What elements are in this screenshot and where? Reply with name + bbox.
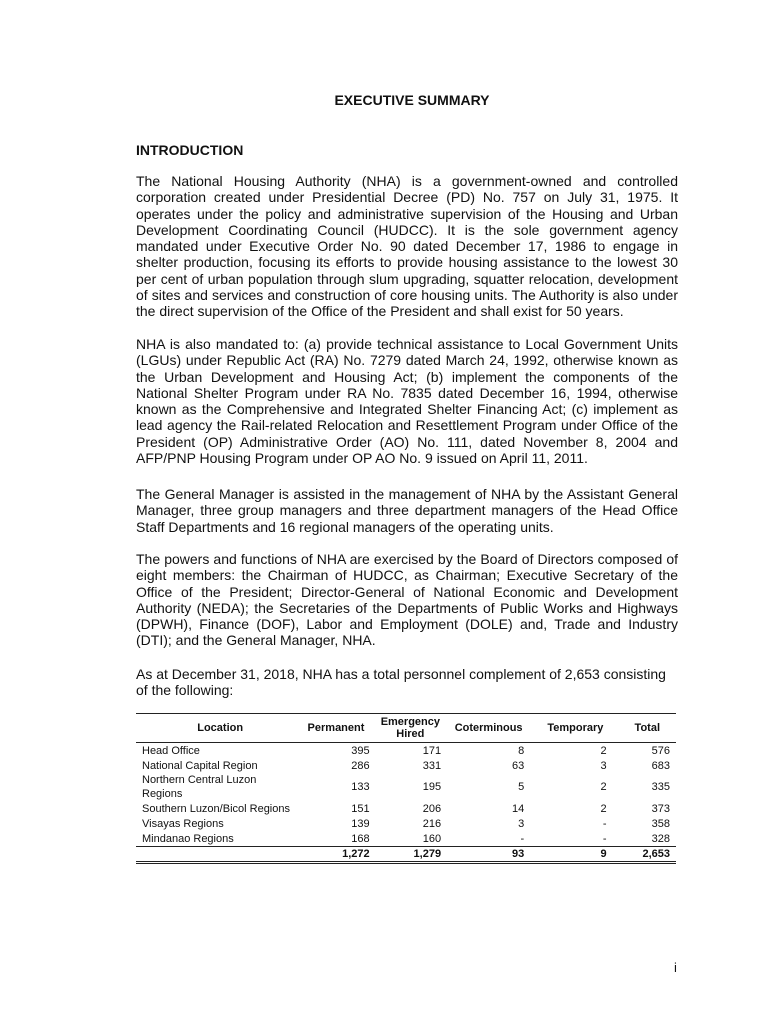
table-row — [136, 816, 676, 831]
cell-emergency-hired: 216 — [422, 817, 442, 830]
cell-total: 683 — [651, 759, 670, 772]
page-number: i — [674, 960, 677, 975]
header-permanent: Permanent — [300, 714, 377, 743]
personnel-table — [136, 713, 676, 864]
cell-coterminous: 14 — [511, 802, 525, 815]
cell-temporary: 2 — [600, 744, 607, 757]
cell-total: 576 — [651, 744, 670, 757]
cell-temporary: 3 — [600, 759, 607, 772]
section-heading: INTRODUCTION — [136, 142, 244, 158]
table-row — [136, 758, 676, 773]
table-row — [136, 773, 676, 801]
total-permanent: 1,272 — [300, 847, 377, 863]
cell-coterminous: 63 — [511, 759, 525, 772]
header-coterminous: Coterminous — [451, 714, 542, 743]
cell-location: Southern Luzon/Bicol Regions — [142, 802, 290, 815]
cell-location: Mindanao Regions — [142, 832, 234, 845]
paragraph-management: The General Manager is assisted in the management of NHA by the Assistant General Manager, three group managers and three department managers of the Head Office Staff Departments and 16 regional managers of the operating units. — [136, 486, 678, 535]
cell-location: Northern Central Luzon Regions — [142, 774, 257, 800]
cell-permanent: 151 — [351, 802, 370, 815]
cell-emergency-hired: 160 — [422, 832, 442, 845]
paragraph-nha-mandates: NHA is also mandated to: (a) provide technical assistance to Local Government Units (LGUs) under Republic Act (RA) No. 7279 dated March 24, 1992, otherwise known as the Urban Development and Housing Act; (b) implement the components of the National Shelter Program under RA No. 7835 dated December 16, 1994, otherwise known as the Comprehensive and Integrated Shelter Financing Act; (c) implement as lead agency the Rail-related Relocation and Resettlement Program under Office of the President (OP) Administrative Order (AO) No. 111, dated November 8, 2004 and AFP/PNP Housing Program under OP AO No. 9 issued on April 11, 2011. — [136, 336, 678, 467]
cell-emergency-hired: 331 — [422, 759, 442, 772]
cell-temporary: 2 — [600, 781, 607, 793]
cell-total: 373 — [651, 802, 670, 815]
cell-total: 358 — [651, 817, 670, 830]
table-row — [136, 831, 676, 847]
cell-location: Head Office — [142, 744, 200, 757]
cell-location: National Capital Region — [142, 759, 258, 772]
cell-coterminous: 3 — [518, 817, 525, 830]
header-emergency-hired: Emergency Hired — [378, 714, 451, 743]
paragraph-nha-overview: The National Housing Authority (NHA) is a government-owned and controlled corporation created under Presidential Decree (PD) No. 757 on July 31, 1975. It operates under the policy and administrative supervision of the Housing and Urban Development Coordinating Council (HUDCC). It is the sole government agency mandated under Executive Order No. 90 dated December 17, 1986 to engage in shelter production, focusing its efforts to provide housing assistance to the lowest 30 per cent of urban population through slum upgrading, squatter relocation, development of sites and services and construction of core housing units. The Authority is also under the direct supervision of the Office of the President and shall exist for 50 years. — [136, 173, 678, 320]
header-location: Location — [136, 714, 300, 743]
table-row — [136, 801, 676, 816]
cell-permanent: 139 — [351, 817, 370, 830]
cell-total: 328 — [651, 832, 670, 845]
cell-coterminous: 5 — [518, 781, 525, 793]
table-totals-row — [136, 847, 676, 863]
cell-location: Visayas Regions — [142, 817, 224, 830]
cell-coterminous: 8 — [518, 744, 525, 757]
cell-permanent: 395 — [351, 744, 370, 757]
header-total: Total — [623, 714, 676, 743]
cell-emergency-hired: 206 — [422, 802, 442, 815]
cell-permanent: 168 — [351, 832, 370, 845]
cell-temporary: - — [602, 832, 607, 845]
paragraph-personnel-complement: As at December 31, 2018, NHA has a total personnel complement of 2,653 consisting of the following: — [136, 666, 666, 699]
table-row — [136, 743, 676, 759]
cell-temporary: 2 — [600, 802, 607, 815]
paragraph-board-of-directors: The powers and functions of NHA are exercised by the Board of Directors composed of eight members: the Chairman of HUDCC, as Chairman; Executive Secretary of the Office of the President; Director-General of National Economic and Development Authority (NEDA); the Secretaries of the Departments of Public Works and Highways (DPWH), Finance (DOF), Labor and Employment (DOLE) and, Trade and Industry (DTI); and the General Manager, NHA. — [136, 551, 678, 649]
total-grand: 2,653 — [623, 847, 676, 863]
table-header-row — [136, 714, 676, 743]
page-title: EXECUTIVE SUMMARY — [334, 92, 490, 108]
cell-permanent: 286 — [351, 759, 370, 772]
cell-total: 335 — [651, 781, 670, 793]
total-coterminous: 93 — [451, 847, 542, 863]
total-temporary: 9 — [542, 847, 622, 863]
total-emergency-hired: 1,279 — [378, 847, 451, 863]
header-temporary: Temporary — [542, 714, 622, 743]
totals-label — [136, 847, 300, 863]
cell-emergency-hired: 195 — [422, 781, 442, 793]
cell-permanent: 133 — [351, 781, 370, 793]
personnel-table-container — [136, 713, 676, 864]
cell-emergency-hired: 171 — [422, 744, 442, 757]
cell-coterminous: - — [520, 832, 525, 845]
cell-temporary: - — [602, 817, 607, 830]
